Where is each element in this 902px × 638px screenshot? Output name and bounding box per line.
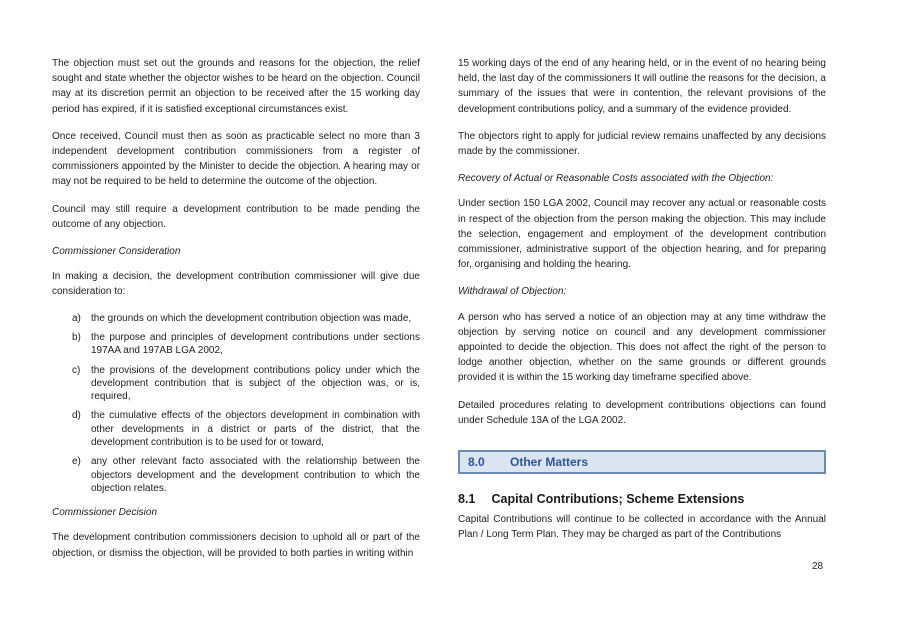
list-item — [52, 455, 420, 495]
decision-paragraph: The development contribution commissioners decision to uphold all or part of the objection, or dismiss the objection, will be provided to both parties in writing within — [52, 532, 420, 559]
list-marker: c) — [72, 364, 81, 376]
section-title: Other Matters — [510, 455, 589, 470]
cost-recovery-paragraph: Under section 150 LGA 2002, Council may recover any actual or reasonable costs in respect of the objection from the person making the objection. This may include the selection, engagement and employment of the development contribution commissioner, administrative support of the objection hearing, and for preparing for, organising and holding the hearing. — [458, 198, 826, 271]
list-item — [52, 331, 420, 358]
list-marker: d) — [72, 410, 81, 422]
list-item-text: any other relevant facto associated with the relationship between the objectors development and the development contribution to which the objection relates. — [91, 456, 420, 494]
objection-grounds-paragraph: The objection must set out the grounds and reasons for the objection, the relief sought and state whether the objector wishes to be heard on the objection. Council may at its discretion permit an objection to be received after the 15 working day period has expired, if it is satisfied exceptional circumstances exist. — [52, 58, 420, 115]
withdrawal-heading: Withdrawal of Objection: — [458, 286, 567, 298]
cost-recovery-heading: Recovery of Actual or Reasonable Costs associated with the Objection: — [458, 173, 774, 185]
subsection-heading — [458, 492, 826, 506]
list-item-text: the cumulative effects of the objectors development in combination with other developments in a district or parts of the district, that the development contribution is to be used for or toward, — [91, 410, 420, 449]
detailed-procedures-paragraph: Detailed procedures relating to development contributions objections can found under Schedule 13A of the LGA 2002. — [458, 399, 826, 426]
list-marker: e) — [72, 456, 81, 468]
commissioner-selection-paragraph: Once received, Council must then as soon as practicable select no more than 3 independent development contribution commissioners from a register of commissioners appointed by the Minister to decide the objection. A hearing may or may not be required to be held to determine the outcome of the objection. — [52, 130, 420, 188]
list-item — [52, 312, 420, 325]
consideration-intro-paragraph: In making a decision, the development contribution commissioner will give due consideration to: — [52, 271, 420, 298]
list-marker: b) — [72, 331, 81, 343]
subsection-title: Capital Contributions; Scheme Extensions — [491, 492, 745, 507]
list-item — [52, 409, 420, 449]
section-heading-box — [458, 450, 826, 474]
page-number: 28 — [812, 561, 824, 572]
right-column — [458, 56, 826, 554]
capital-contributions-paragraph: Capital Contributions will continue to be collected in accordance with the Annual Plan / Long Term Plan. They may be charged as part of the Contributions — [458, 514, 826, 541]
section-number: 8.0 — [468, 455, 485, 470]
list-marker: a) — [72, 312, 81, 324]
commissioner-decision-heading: Commissioner Decision — [52, 507, 158, 519]
list-item-text: the provisions of the development contributions policy under which the development contribution that is subject of the objection was, or is, required, — [91, 364, 420, 403]
judicial-review-paragraph: The objectors right to apply for judicial review remains unaffected by any decisions made by the commissioner. — [458, 130, 826, 158]
decision-continued-paragraph: 15 working days of the end of any hearing held, or in the event of no hearing being held, the last day of the commissioners It will outline the reasons for the decision, a summary of the issues that were in contention, the relevant provisions of the development contributions policy, and a summary of the evidence provided. — [458, 58, 826, 115]
left-column — [52, 56, 420, 573]
consideration-list — [52, 312, 420, 496]
withdrawal-paragraph: A person who has served a notice of an objection may at any time withdraw the objection by serving notice on council and any development commissioner appointed to decide the objection. This does not affect the right of the person to lodge another objection, whether on the same grounds or different grounds provided it is within the 15 working day timeframe specified above. — [458, 311, 826, 384]
commissioner-consideration-heading: Commissioner Consideration — [52, 246, 181, 258]
pending-contribution-paragraph: Council may still require a development contribution to be made pending the outcome of any objection. — [52, 203, 420, 230]
list-item — [52, 364, 420, 404]
list-item-text: the grounds on which the development contribution objection was made, — [91, 312, 412, 324]
subsection-number: 8.1 — [458, 492, 476, 507]
list-item-text: the purpose and principles of development contributions under sections 197AA and 197AB LGA 2002, — [91, 331, 420, 357]
